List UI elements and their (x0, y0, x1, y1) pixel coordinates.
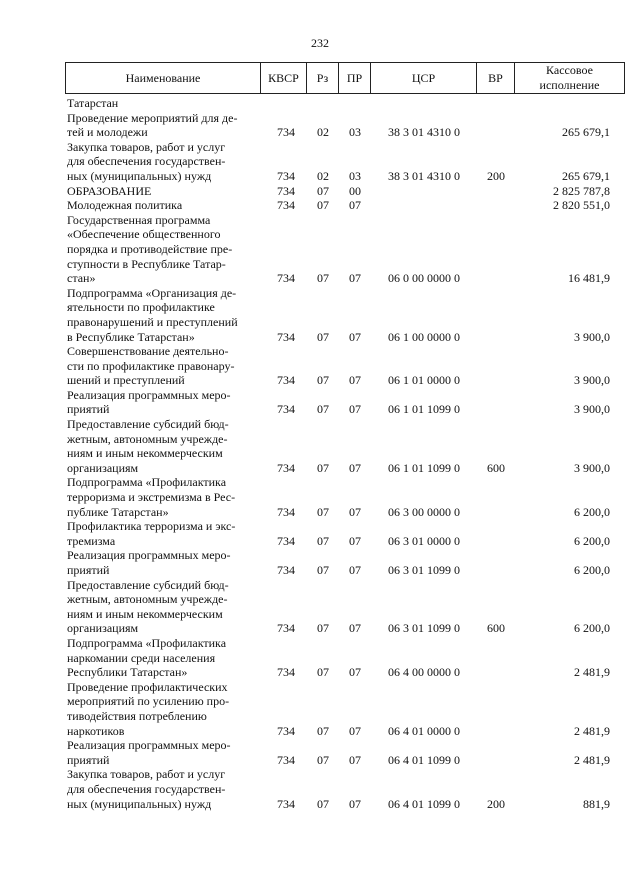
row-name (67, 738, 260, 767)
cell-pr: 07 (349, 198, 361, 213)
row-name-line: приятий (67, 402, 110, 417)
cell-pr: 07 (349, 533, 361, 548)
row-name (67, 636, 260, 680)
table-row (0, 636, 640, 680)
row-name (67, 578, 260, 636)
row-name-line: ОБРАЗОВАНИЕ (67, 183, 152, 198)
cell-rz: 07 (317, 271, 329, 286)
cell-vr: 600 (487, 460, 505, 475)
row-name-line: сти по профилактике правонару- (67, 358, 235, 373)
cell-rz: 07 (317, 533, 329, 548)
cell-kvsr: 734 (277, 402, 295, 417)
row-name-line: тремизма (67, 533, 116, 548)
cell-pr: 07 (349, 271, 361, 286)
row-name-line: правонарушений и преступлений (67, 314, 238, 329)
cell-kvsr: 734 (277, 563, 295, 577)
row-name-line: тиводействия потреблению (67, 708, 207, 723)
cell-kvsr: 734 (277, 752, 295, 767)
table-row (0, 578, 640, 636)
cell-kvsr: 734 (277, 329, 295, 344)
row-name-line: Реализация программных меро- (67, 548, 231, 563)
cell-rz: 07 (317, 752, 329, 767)
cell-kvsr: 734 (277, 621, 295, 636)
row-name (67, 680, 260, 738)
cell-kvsr: 734 (277, 183, 295, 198)
cell-csr: 06 4 00 0000 0 (388, 665, 460, 680)
cell-pr: 03 (349, 168, 361, 183)
cell-sum: 881,9 (583, 796, 610, 811)
table-row (0, 519, 640, 548)
row-name-line: Предоставление субсидий бюд- (67, 417, 229, 432)
cell-sum: 3 900,0 (574, 373, 610, 388)
row-name-line: жетным, автономным учрежде- (67, 431, 228, 446)
cell-rz: 07 (317, 796, 329, 811)
cell-pr: 07 (349, 665, 361, 680)
cell-kvsr: 734 (277, 796, 295, 811)
row-name-line: Закупка товаров, работ и услуг (67, 767, 226, 782)
table-row (0, 286, 640, 344)
header-csr: ЦСР (371, 63, 477, 94)
row-name-line: Совершенствование деятельно- (67, 344, 229, 359)
table-header (65, 62, 625, 94)
row-name-line: Закупка товаров, работ и услуг (67, 139, 226, 154)
row-name-line: ниям и иным некоммерческим (67, 446, 223, 461)
row-name (67, 213, 260, 286)
cell-sum: 2 481,9 (574, 723, 610, 738)
cell-kvsr: 734 (277, 271, 295, 286)
header-kvsr: КВСР (261, 63, 307, 94)
table-row (0, 738, 640, 767)
cell-kvsr: 734 (277, 665, 295, 680)
cell-sum: 6 200,0 (574, 621, 610, 636)
cell-rz: 07 (317, 723, 329, 738)
row-name-line: ниям и иным некоммерческим (67, 606, 223, 621)
cell-rz: 02 (317, 125, 329, 140)
row-name (67, 198, 260, 213)
cell-csr: 06 1 01 1099 0 (388, 460, 460, 475)
table-row (0, 213, 640, 286)
row-name (67, 417, 260, 475)
cell-sum: 265 679,1 (562, 168, 610, 183)
cell-csr: 06 3 00 0000 0 (388, 504, 460, 519)
row-name-line: Проведение профилактических (67, 679, 228, 694)
row-name-line: Профилактика терроризма и экс- (67, 519, 236, 534)
row-name-line: Подпрограмма «Профилактика (67, 475, 227, 490)
table-row (0, 680, 640, 738)
row-name-line: организациям (67, 460, 139, 475)
cell-vr: 600 (487, 621, 505, 636)
cell-rz: 02 (317, 168, 329, 183)
table-row (0, 475, 640, 519)
cell-sum: 265 679,1 (562, 125, 610, 140)
row-name-line: наркотиков (67, 723, 125, 738)
cell-kvsr: 734 (277, 198, 295, 213)
cell-rz: 07 (317, 563, 329, 577)
table-row (0, 111, 640, 140)
row-name (67, 548, 260, 577)
cell-csr: 06 0 00 0000 0 (388, 271, 460, 286)
cell-sum: 2 481,9 (574, 665, 610, 680)
header-pr: ПР (339, 63, 371, 94)
cell-kvsr: 734 (277, 460, 295, 475)
row-name-line: ступности в Республике Татар- (67, 256, 226, 271)
cell-pr: 07 (349, 504, 361, 519)
row-name (67, 767, 260, 811)
row-name-line: наркомании среди населения (67, 650, 216, 665)
cell-kvsr: 734 (277, 504, 295, 519)
row-name-line: стан» (67, 271, 96, 286)
cell-sum: 2 825 787,8 (553, 183, 610, 198)
cell-rz: 07 (317, 460, 329, 475)
row-name-line: для обеспечения государствен- (67, 154, 226, 169)
cell-csr: 38 3 01 4310 0 (388, 168, 460, 183)
cell-pr: 07 (349, 796, 361, 811)
cell-pr: 07 (349, 621, 361, 636)
cell-csr: 06 1 00 0000 0 (388, 329, 460, 344)
header-rz: Рз (307, 63, 339, 94)
row-name-line: шений и преступлений (67, 373, 185, 388)
cell-rz: 07 (317, 183, 329, 198)
row-name (67, 184, 260, 199)
cell-kvsr: 734 (277, 373, 295, 388)
row-name-line: жетным, автономным учрежде- (67, 592, 228, 607)
table-row (0, 184, 640, 199)
row-name-line: Предоставление субсидий бюд- (67, 577, 229, 592)
row-name (67, 111, 260, 140)
cell-kvsr: 734 (277, 168, 295, 183)
row-name (67, 519, 260, 548)
row-name-line: ных (муниципальных) нужд (67, 796, 212, 811)
row-name-line: организациям (67, 621, 139, 636)
row-name-line: «Обеспечение общественного (67, 227, 221, 242)
row-name-line: Татарстан (67, 96, 119, 110)
row-name-line: Подпрограмма «Организация де- (67, 285, 237, 300)
row-name-line: Проведение мероприятий для де- (67, 110, 238, 125)
cell-csr: 06 1 01 1099 0 (388, 402, 460, 417)
cell-pr: 07 (349, 373, 361, 388)
row-name-line: Республики Татарстан» (67, 665, 188, 680)
row-name-line: ных (муниципальных) нужд (67, 168, 212, 183)
cell-pr: 00 (349, 183, 361, 198)
table-body (0, 96, 640, 811)
cell-rz: 07 (317, 198, 329, 213)
table-row (0, 548, 640, 577)
cell-rz: 07 (317, 665, 329, 680)
row-name-line: ятельности по профилактике (67, 300, 215, 315)
cell-sum: 6 200,0 (574, 504, 610, 519)
cell-csr: 06 3 01 0000 0 (388, 533, 460, 548)
row-name (67, 140, 260, 184)
cell-pr: 07 (349, 402, 361, 417)
cell-csr: 06 3 01 1099 0 (388, 621, 460, 636)
cell-sum: 6 200,0 (574, 563, 610, 577)
cell-vr: 200 (487, 796, 505, 811)
cell-sum: 3 900,0 (574, 329, 610, 344)
cell-sum: 6 200,0 (574, 533, 610, 548)
row-name (67, 344, 260, 388)
cell-rz: 07 (317, 621, 329, 636)
cell-pr: 03 (349, 125, 361, 140)
cell-kvsr: 734 (277, 125, 295, 140)
row-name-line: в Республике Татарстан» (67, 329, 195, 344)
cell-sum: 2 820 551,0 (553, 198, 610, 213)
cell-rz: 07 (317, 373, 329, 388)
cell-pr: 07 (349, 752, 361, 767)
row-name-line: приятий (67, 752, 110, 767)
cell-sum: 3 900,0 (574, 402, 610, 417)
cell-pr: 07 (349, 723, 361, 738)
cell-sum: 16 481,9 (568, 271, 610, 286)
cell-pr: 07 (349, 460, 361, 475)
header-sum: Кассовое исполнение (515, 63, 625, 94)
table-row (0, 198, 640, 213)
cell-kvsr: 734 (277, 533, 295, 548)
cell-rz: 07 (317, 504, 329, 519)
cell-csr: 06 4 01 1099 0 (388, 796, 460, 811)
table-row (0, 767, 640, 811)
cell-rz: 07 (317, 329, 329, 344)
cell-csr: 06 3 01 1099 0 (388, 563, 460, 577)
cell-pr: 07 (349, 329, 361, 344)
row-name-line: порядка и противодействие пре- (67, 241, 233, 256)
cell-csr: 06 4 01 1099 0 (388, 752, 460, 767)
cell-rz: 07 (317, 402, 329, 417)
table-row (0, 96, 640, 111)
row-name-line: приятий (67, 563, 110, 577)
cell-kvsr: 734 (277, 723, 295, 738)
row-name-line: Молодежная политика (67, 198, 183, 213)
table-row (0, 388, 640, 417)
cell-sum: 2 481,9 (574, 752, 610, 767)
row-name-line: тей и молодежи (67, 125, 148, 140)
cell-csr: 06 4 01 0000 0 (388, 723, 460, 738)
table-row (0, 140, 640, 184)
row-name-line: Реализация программных меро- (67, 387, 231, 402)
cell-pr: 07 (349, 563, 361, 577)
cell-csr: 38 3 01 4310 0 (388, 125, 460, 140)
row-name-line: Реализация программных меро- (67, 738, 231, 753)
header-name: Наименование (66, 63, 261, 94)
row-name (67, 475, 260, 519)
header-vr: ВР (477, 63, 515, 94)
row-name-line: мероприятий по усилению про- (67, 694, 230, 709)
row-name-line: терроризма и экстремизма в Рес- (67, 490, 236, 505)
table-row (0, 417, 640, 475)
row-name-line: публике Татарстан» (67, 504, 169, 519)
cell-sum: 3 900,0 (574, 460, 610, 475)
row-name (67, 388, 260, 417)
row-name-line: Государственная программа (67, 212, 211, 227)
row-name-line: Подпрограмма «Профилактика (67, 635, 227, 650)
row-name (67, 96, 260, 111)
table-row (0, 344, 640, 388)
page-number: 232 (311, 36, 329, 50)
row-name (67, 286, 260, 344)
row-name-line: для обеспечения государствен- (67, 781, 226, 796)
cell-vr: 200 (487, 168, 505, 183)
cell-csr: 06 1 01 0000 0 (388, 373, 460, 388)
